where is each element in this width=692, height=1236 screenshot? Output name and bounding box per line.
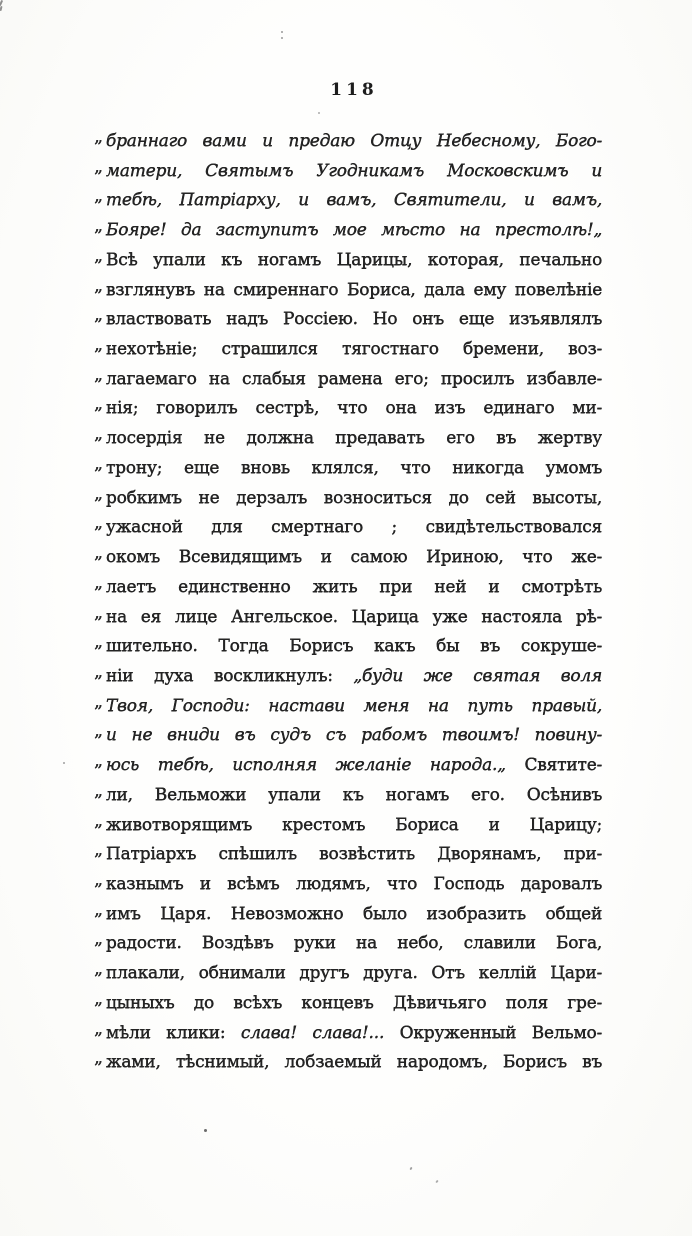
text-line bbox=[94, 989, 602, 1019]
open-quote-mark: „ bbox=[94, 751, 102, 772]
open-quote-mark: „ bbox=[94, 661, 102, 682]
text-line bbox=[94, 513, 602, 543]
open-quote-mark: „ bbox=[94, 483, 102, 504]
text-segment: трону; еще вновь клялся, что никогда умомъ bbox=[105, 457, 602, 478]
open-quote-mark: „ bbox=[94, 959, 102, 980]
open-quote-mark: „ bbox=[94, 513, 102, 534]
text-line bbox=[94, 1019, 602, 1049]
text-line bbox=[94, 454, 602, 484]
text-segment: лагаемаго на слабыя рамена его; просилъ избавле- bbox=[105, 368, 602, 389]
text-segment: Патріархъ спѣшилъ возвѣстить Дворянамъ, при- bbox=[105, 844, 602, 865]
open-quote-mark: „ bbox=[94, 543, 102, 564]
scan-speck bbox=[318, 112, 320, 114]
text-segment: юсь тебѣ, исполняя желаніе народа.„ bbox=[105, 755, 506, 776]
open-quote-mark: „ bbox=[94, 691, 102, 712]
text-segment: окомъ Всевидящимъ и самою Ириною, что же- bbox=[105, 547, 602, 568]
scan-speck bbox=[435, 1180, 438, 1184]
open-quote-mark: „ bbox=[94, 572, 102, 593]
text-segment: браннаго вами и предаю Отцу Небесному, Бого- bbox=[105, 131, 602, 151]
text-block bbox=[94, 127, 602, 1078]
text-line bbox=[94, 394, 602, 424]
text-segment: Твоя, Господи: настави меня на путь правый, bbox=[105, 695, 602, 716]
text-segment: животворящимъ крестомъ Бориса и Царицу; bbox=[105, 814, 602, 835]
text-segment: мѣли клики: bbox=[105, 1022, 241, 1043]
text-segment: имъ Царя. Невозможно было изобразить общей bbox=[105, 903, 602, 924]
text-segment: нехотѣніе; страшился тягостнаго бремени, воз- bbox=[105, 339, 602, 360]
open-quote-mark: „ bbox=[94, 335, 102, 356]
open-quote-mark: „ bbox=[94, 780, 102, 801]
text-line bbox=[94, 543, 602, 573]
text-segment: нія; говорилъ сестрѣ, что она изъ единаго ми- bbox=[105, 398, 602, 419]
open-quote-mark: „ bbox=[94, 899, 102, 920]
open-quote-mark: „ bbox=[94, 216, 102, 237]
text-line bbox=[94, 811, 602, 841]
text-line bbox=[94, 484, 602, 514]
page-number: 118 bbox=[330, 80, 378, 100]
open-quote-mark: „ bbox=[94, 1018, 102, 1039]
text-line bbox=[94, 781, 602, 811]
text-line bbox=[94, 424, 602, 454]
open-quote-mark: „ bbox=[94, 869, 102, 890]
text-segment: матери, Святымъ Угодникамъ Московскимъ и bbox=[105, 160, 602, 181]
text-segment: Всѣ упали къ ногамъ Царицы, которая, печально bbox=[105, 249, 602, 270]
text-line bbox=[94, 840, 602, 870]
open-quote-mark: „ bbox=[94, 156, 102, 177]
open-quote-mark: „ bbox=[94, 275, 102, 296]
text-segment: слава! слава!... bbox=[240, 1022, 385, 1043]
text-segment: шительно. Тогда Борисъ какъ бы въ сокруше- bbox=[105, 636, 602, 657]
text-segment: робкимъ не дерзалъ возноситься до сей высоты, bbox=[105, 487, 602, 508]
text-line bbox=[94, 157, 602, 187]
open-quote-mark: „ bbox=[94, 632, 102, 653]
text-segment: плакали, обнимали другъ друга. Отъ келлій Цари- bbox=[105, 963, 602, 984]
text-segment: лосердія не должна предавать его въ жертву bbox=[105, 428, 602, 449]
text-line bbox=[94, 603, 602, 633]
open-quote-mark: „ bbox=[94, 840, 102, 861]
text-segment: Святите- bbox=[505, 755, 602, 776]
text-line bbox=[94, 929, 602, 959]
text-segment: и не вниди въ судъ съ рабомъ твоимъ! повину- bbox=[105, 725, 602, 746]
open-quote-mark: „ bbox=[94, 245, 102, 266]
open-quote-mark: „ bbox=[94, 364, 102, 385]
text-segment: взглянувъ на смиреннаго Бориса, дала ему повелѣніе bbox=[105, 279, 602, 300]
open-quote-mark: „ bbox=[94, 929, 102, 950]
text-line bbox=[94, 335, 602, 365]
text-segment: „буди же святая воля bbox=[353, 665, 602, 686]
scan-speck bbox=[204, 1129, 207, 1132]
open-quote-mark: „ bbox=[94, 602, 102, 623]
text-segment: лаетъ единственно жить при ней и смотрѣть bbox=[105, 576, 602, 597]
text-segment: радости. Воздѣвъ руки на небо, славили Бога, bbox=[105, 933, 602, 954]
text-segment: Окруженный Вельмо- bbox=[384, 1022, 602, 1043]
scan-speck bbox=[63, 762, 65, 764]
text-segment: ніи духа воскликнулъ: bbox=[105, 665, 354, 686]
text-line bbox=[94, 246, 602, 276]
text-line bbox=[94, 662, 602, 692]
open-quote-mark: „ bbox=[94, 424, 102, 445]
text-line bbox=[94, 632, 602, 662]
open-quote-mark: „ bbox=[94, 721, 102, 742]
open-quote-mark: „ bbox=[94, 127, 102, 147]
text-line bbox=[94, 573, 602, 603]
text-segment: казнымъ и всѣмъ людямъ, что Господь даровалъ bbox=[105, 873, 602, 894]
text-line bbox=[94, 1048, 602, 1078]
text-line bbox=[94, 900, 602, 930]
text-line bbox=[94, 186, 602, 216]
open-quote-mark: „ bbox=[94, 394, 102, 415]
text-line bbox=[94, 127, 602, 157]
text-line bbox=[94, 276, 602, 306]
open-quote-mark: „ bbox=[94, 186, 102, 207]
text-line bbox=[94, 721, 602, 751]
text-segment: цыныхъ до всѣхъ концевъ Дѣвичьяго поля гре- bbox=[105, 992, 602, 1013]
text-line bbox=[94, 751, 602, 781]
text-segment: тебѣ, Патріарху, и вамъ, Святители, и вамъ, bbox=[105, 190, 602, 211]
text-segment: жами, тѣснимый, лобзаемый народомъ, Борисъ въ bbox=[105, 1052, 602, 1073]
open-quote-mark: „ bbox=[94, 810, 102, 831]
text-line bbox=[94, 959, 602, 989]
scan-speck bbox=[0, 6, 3, 11]
text-segment: ужасной для смертнаго ; свидѣтельствовался bbox=[105, 517, 602, 538]
text-segment: ли, Вельможи упали къ ногамъ его. Осѣнивъ bbox=[105, 784, 602, 805]
open-quote-mark: „ bbox=[94, 453, 102, 474]
text-line bbox=[94, 365, 602, 395]
text-line bbox=[94, 870, 602, 900]
text-line bbox=[94, 305, 602, 335]
text-line bbox=[94, 692, 602, 722]
scan-speck bbox=[409, 1167, 412, 1171]
text-segment: на ея лице Ангельское. Царица уже настояла рѣ- bbox=[105, 606, 602, 627]
scan-speck bbox=[281, 31, 283, 33]
open-quote-mark: „ bbox=[94, 305, 102, 326]
open-quote-mark: „ bbox=[94, 988, 102, 1009]
open-quote-mark: „ bbox=[94, 1048, 102, 1069]
text-line bbox=[94, 216, 602, 246]
text-segment: Бояре! да заступитъ мое мѣсто на престолѣ!„ bbox=[105, 220, 602, 241]
text-segment: властвовать надъ Россіею. Но онъ еще изъявлялъ bbox=[105, 309, 602, 330]
